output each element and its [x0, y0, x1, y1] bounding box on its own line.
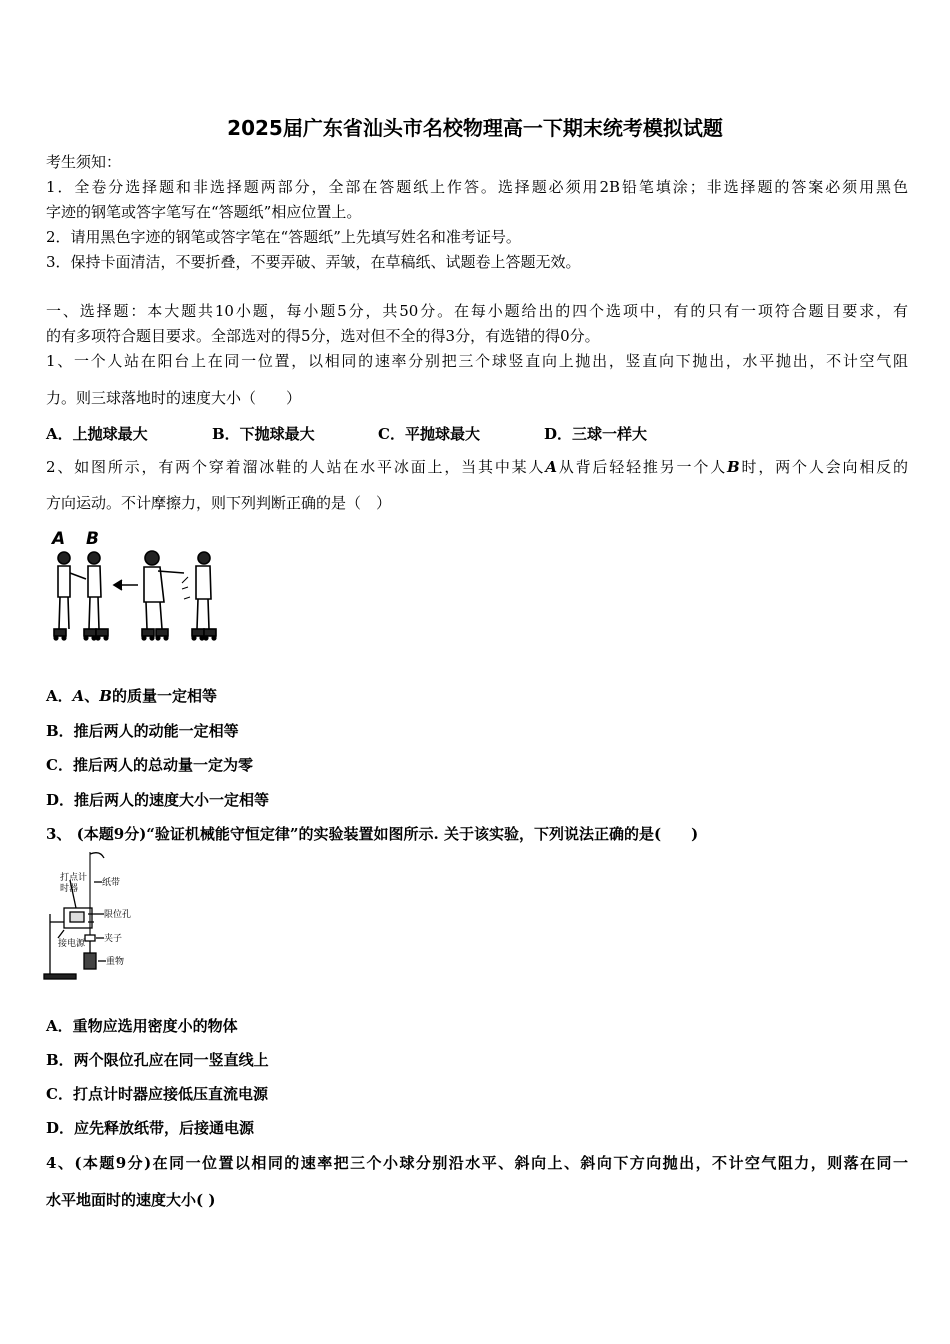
figure-label-b: B	[86, 529, 99, 549]
q1-options	[46, 423, 647, 444]
q3-option-b: B．两个限位孔应在同一竖直线上	[46, 1051, 269, 1069]
q2-option-d: D．推后两人的速度大小一定相等	[46, 791, 270, 809]
q3-stem: 3、 (本题9分)“验证机械能守恒定律”的实验装置如图所示. 关于该实验，下列说法正确的是( )	[46, 825, 699, 843]
label-paper-tape: 纸带	[102, 878, 121, 888]
notice-item-1-cont: 字迹的钢笔或答字笔写在“答题纸”相应位置上。	[46, 203, 362, 221]
stand-base	[44, 974, 76, 979]
label-timer-2: 时器	[60, 884, 79, 894]
section-instruction-2: 的有多项符合题目要求。全部选对的得5分，选对但不全的得3分，有选错的得0分。	[46, 327, 600, 345]
q2-option-a: A．A、B的质量一定相等	[46, 687, 217, 705]
notice-item-3: 3．保持卡面清洁，不要折叠，不要弄破、弄皱，在草稿纸、试题卷上答题无效。	[46, 253, 581, 271]
label-weight: 重物	[106, 957, 125, 967]
q3-option-c: C．打点计时器应接低压直流电源	[46, 1085, 268, 1103]
weight	[84, 953, 96, 969]
q2-person-b: B	[727, 458, 740, 476]
q1-stem-2: 力。则三球落地时的速度大小（ ）	[46, 389, 302, 407]
label-power: 接电源	[58, 939, 86, 949]
q1-option-d: D．三球一样大	[544, 425, 648, 443]
apparatus-figure	[42, 850, 152, 984]
q2-person-a: A	[545, 458, 557, 476]
q4-stem-1: 4、(本题9分)在同一位置以相同的速率把三个小球分别沿水平、斜向上、斜向下方向抛出，不计空气阻力，则落在同一	[46, 1154, 908, 1172]
notice-heading: 考生须知：	[46, 153, 122, 171]
q4-stem-2: 水平地面时的速度大小( )	[46, 1191, 216, 1209]
arrow-left-icon	[114, 580, 138, 590]
q2-stem-1: 2、如图所示，有两个穿着溜冰鞋的人站在水平冰面上，当其中某人A从背后轻轻推另一个人B时，两个人会向相反的	[46, 458, 908, 476]
q2-option-b: B．推后两人的动能一定相等	[46, 722, 239, 740]
q2-stem-2: 方向运动。不计摩擦力，则下列判断正确的是（ ）	[46, 494, 392, 512]
q1-option-b: B．下抛球最大	[212, 425, 315, 443]
section-instruction-1: 一、选择题：本大题共10小题，每小题5分，共50分。在每小题给出的四个选项中，有的只有一项符合题目要求，有	[46, 302, 908, 320]
skaters-left-pair	[54, 552, 108, 640]
q1-option-a: A．上抛球最大	[46, 425, 148, 443]
clip	[85, 935, 95, 941]
q1-option-c: C．平抛球最大	[378, 425, 480, 443]
label-timer-1: 打点计	[60, 873, 88, 883]
page-title: 2025届广东省汕头市名校物理高一下期末统考模拟试题	[227, 116, 723, 140]
q3-option-a: A．重物应选用密度小的物体	[46, 1017, 238, 1035]
notice-item-1: 1．全卷分选择题和非选择题两部分，全部在答题纸上作答。选择题必须用2B铅笔填涂；非选择题的答案必须用黑色	[46, 178, 908, 196]
q2-option-c: C．推后两人的总动量一定为零	[46, 756, 253, 774]
q3-option-d: D．应先释放纸带，后接通电源	[46, 1119, 255, 1137]
label-clip: 夹子	[104, 934, 123, 944]
label-limit-hole: 限位孔	[104, 910, 132, 920]
notice-item-2: 2．请用黑色字迹的钢笔或答字笔在“答题纸”上先填写姓名和准考证号。	[46, 228, 521, 246]
skaters-right-pair	[142, 551, 216, 640]
q1-stem-1: 1、一个人站在阳台上在同一位置，以相同的速率分别把三个球竖直向上抛出，竖直向下抛出，水平抛出，不计空气阻	[46, 352, 908, 370]
skaters-figure	[46, 527, 222, 649]
figure-label-a: A	[52, 529, 66, 549]
